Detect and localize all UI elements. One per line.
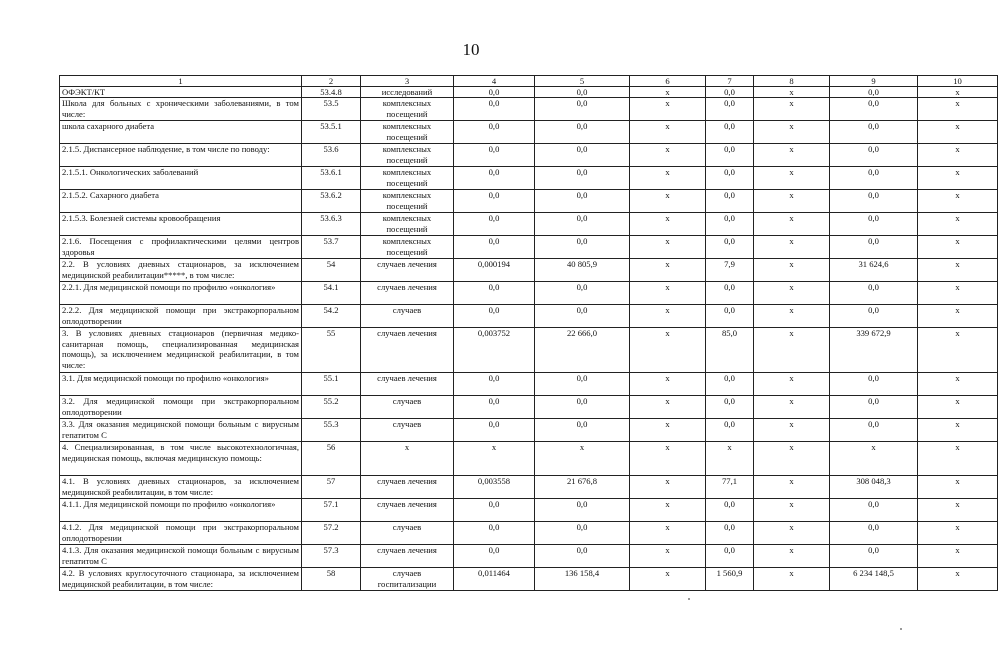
- value-cell: х: [754, 373, 830, 396]
- header-cell: 9: [830, 76, 918, 87]
- value-cell: 0,0: [830, 282, 918, 305]
- value-cell: х: [630, 545, 706, 568]
- value-cell: х: [918, 144, 998, 167]
- value-cell: 0,0: [706, 213, 754, 236]
- header-cell: 10: [918, 76, 998, 87]
- row-code-cell: 54.1: [302, 282, 361, 305]
- value-cell: х: [754, 236, 830, 259]
- row-code-cell: 53.5.1: [302, 121, 361, 144]
- indicator-name-cell: 2.2.1. Для медицинской помощи по профилю «онкология»: [60, 282, 302, 305]
- value-cell: 0,0: [535, 87, 630, 98]
- unit-cell: случаев госпитализации: [361, 568, 454, 591]
- header-cell: 6: [630, 76, 706, 87]
- row-code-cell: 56: [302, 442, 361, 476]
- value-cell: х: [630, 442, 706, 476]
- value-cell: х: [706, 442, 754, 476]
- indicator-name-cell: 2.1.5. Диспансерное наблюдение, в том числе по поводу:: [60, 144, 302, 167]
- row-code-cell: 54: [302, 259, 361, 282]
- value-cell: х: [754, 419, 830, 442]
- unit-cell: случаев: [361, 419, 454, 442]
- table-row: [60, 442, 998, 476]
- value-cell: 21 676,8: [535, 476, 630, 499]
- value-cell: х: [754, 87, 830, 98]
- value-cell: х: [535, 442, 630, 476]
- value-cell: 0,0: [454, 305, 535, 328]
- value-cell: 339 672,9: [830, 328, 918, 373]
- unit-cell: случаев лечения: [361, 545, 454, 568]
- value-cell: 31 624,6: [830, 259, 918, 282]
- indicator-name-cell: 3.2. Для медицинской помощи при экстракорпоральном оплодотворении: [60, 396, 302, 419]
- value-cell: 0,0: [830, 98, 918, 121]
- value-cell: х: [754, 305, 830, 328]
- value-cell: х: [754, 282, 830, 305]
- value-cell: 0,0: [535, 213, 630, 236]
- header-cell: 4: [454, 76, 535, 87]
- value-cell: х: [754, 98, 830, 121]
- value-cell: х: [754, 190, 830, 213]
- value-cell: х: [918, 476, 998, 499]
- page-number: 10: [462, 40, 480, 59]
- row-code-cell: 54.2: [302, 305, 361, 328]
- value-cell: 0,0: [830, 167, 918, 190]
- unit-cell: случаев лечения: [361, 282, 454, 305]
- value-cell: х: [630, 121, 706, 144]
- header-cell: 2: [302, 76, 361, 87]
- indicator-name-cell: 3. В условиях дневных стационаров (первичная медико-санитарная помощь, специализированная медицинская помощь), за исключением медицинской реабилитации, в том числе:: [60, 328, 302, 373]
- value-cell: 0,0: [706, 121, 754, 144]
- value-cell: 0,0: [535, 522, 630, 545]
- value-cell: х: [630, 373, 706, 396]
- value-cell: х: [754, 259, 830, 282]
- table-row: [60, 396, 998, 419]
- indicator-name-cell: 2.1.5.2. Сахарного диабета: [60, 190, 302, 213]
- value-cell: 0,0: [535, 144, 630, 167]
- value-cell: х: [754, 396, 830, 419]
- value-cell: х: [630, 499, 706, 522]
- indicator-name-cell: 3.1. Для медицинской помощи по профилю «онкология»: [60, 373, 302, 396]
- table-row: [60, 545, 998, 568]
- indicator-name-cell: 2.1.5.3. Болезней системы кровообращения: [60, 213, 302, 236]
- value-cell: 0,0: [706, 87, 754, 98]
- value-cell: 0,0: [706, 396, 754, 419]
- value-cell: 308 048,3: [830, 476, 918, 499]
- table-row: [60, 87, 998, 98]
- value-cell: х: [630, 328, 706, 373]
- indicator-name-cell: 2.1.6. Посещения с профилактическими целями центров здоровья: [60, 236, 302, 259]
- value-cell: 0,0: [454, 522, 535, 545]
- value-cell: х: [918, 305, 998, 328]
- value-cell: 0,0: [706, 499, 754, 522]
- value-cell: 0,0: [706, 305, 754, 328]
- indicator-name-cell: ОФЭКТ/КТ: [60, 87, 302, 98]
- value-cell: 0,0: [454, 190, 535, 213]
- row-code-cell: 55.1: [302, 373, 361, 396]
- data-table: [59, 75, 998, 591]
- value-cell: 77,1: [706, 476, 754, 499]
- indicator-name-cell: 2.1.5.1. Онкологических заболеваний: [60, 167, 302, 190]
- value-cell: 0,0: [535, 373, 630, 396]
- value-cell: 136 158,4: [535, 568, 630, 591]
- unit-cell: случаев лечения: [361, 373, 454, 396]
- unit-cell: случаев: [361, 396, 454, 419]
- unit-cell: комплексных посещений: [361, 213, 454, 236]
- unit-cell: случаев: [361, 522, 454, 545]
- value-cell: 0,0: [706, 144, 754, 167]
- value-cell: 0,0: [535, 190, 630, 213]
- value-cell: 0,0: [454, 396, 535, 419]
- indicator-name-cell: 2.2.2. Для медицинской помощи при экстракорпоральном оплодотворении: [60, 305, 302, 328]
- header-cell: 7: [706, 76, 754, 87]
- value-cell: х: [918, 87, 998, 98]
- indicator-name-cell: 4.1.2. Для медицинской помощи при экстракорпоральном оплодотворении: [60, 522, 302, 545]
- row-code-cell: 55: [302, 328, 361, 373]
- table-row: [60, 419, 998, 442]
- unit-cell: случаев лечения: [361, 499, 454, 522]
- value-cell: 0,0: [706, 373, 754, 396]
- row-code-cell: 53.6: [302, 144, 361, 167]
- value-cell: х: [918, 121, 998, 144]
- row-code-cell: 55.2: [302, 396, 361, 419]
- value-cell: 0,0: [454, 213, 535, 236]
- value-cell: 0,0: [830, 545, 918, 568]
- value-cell: 0,0: [830, 305, 918, 328]
- value-cell: 0,003752: [454, 328, 535, 373]
- indicator-name-cell: 3.3. Для оказания медицинской помощи больным с вирусным гепатитом С: [60, 419, 302, 442]
- value-cell: 0,0: [535, 545, 630, 568]
- value-cell: 0,0: [830, 213, 918, 236]
- value-cell: 0,0: [706, 522, 754, 545]
- value-cell: х: [918, 213, 998, 236]
- value-cell: х: [754, 167, 830, 190]
- value-cell: х: [918, 98, 998, 121]
- value-cell: 0,0: [706, 167, 754, 190]
- value-cell: 0,0: [830, 499, 918, 522]
- table-row: [60, 259, 998, 282]
- value-cell: х: [754, 144, 830, 167]
- value-cell: 0,0: [706, 98, 754, 121]
- unit-cell: случаев лечения: [361, 328, 454, 373]
- unit-cell: комплексных посещений: [361, 190, 454, 213]
- value-cell: 0,0: [535, 167, 630, 190]
- value-cell: х: [630, 167, 706, 190]
- value-cell: 0,0: [535, 396, 630, 419]
- value-cell: х: [918, 190, 998, 213]
- row-code-cell: 53.6.3: [302, 213, 361, 236]
- value-cell: х: [918, 328, 998, 373]
- table-row: [60, 213, 998, 236]
- table-row: [60, 522, 998, 545]
- value-cell: 0,0: [454, 282, 535, 305]
- value-cell: х: [630, 87, 706, 98]
- value-cell: 0,0: [454, 144, 535, 167]
- row-code-cell: 53.6.2: [302, 190, 361, 213]
- indicator-name-cell: 4.2. В условиях круглосуточного стационара, за исключением медицинской реабилитации, в том числе:: [60, 568, 302, 591]
- value-cell: х: [918, 499, 998, 522]
- value-cell: 0,003558: [454, 476, 535, 499]
- value-cell: х: [454, 442, 535, 476]
- table-row: [60, 190, 998, 213]
- value-cell: 0,0: [454, 98, 535, 121]
- value-cell: х: [754, 213, 830, 236]
- row-code-cell: 57: [302, 476, 361, 499]
- row-code-cell: 53.5: [302, 98, 361, 121]
- value-cell: х: [630, 282, 706, 305]
- value-cell: х: [630, 213, 706, 236]
- table-row: [60, 476, 998, 499]
- header-row: [60, 76, 998, 87]
- value-cell: х: [630, 259, 706, 282]
- header-cell: 3: [361, 76, 454, 87]
- row-code-cell: 53.4.8: [302, 87, 361, 98]
- value-cell: х: [630, 305, 706, 328]
- value-cell: 0,0: [535, 98, 630, 121]
- table-row: [60, 98, 998, 121]
- value-cell: х: [918, 167, 998, 190]
- value-cell: х: [754, 476, 830, 499]
- indicator-name-cell: 4. Специализированная, в том числе высокотехнологичная, медицинская помощь, включая медицинскую помощь:: [60, 442, 302, 476]
- value-cell: 0,0: [454, 236, 535, 259]
- indicator-name-cell: школа сахарного диабета: [60, 121, 302, 144]
- row-code-cell: 53.7: [302, 236, 361, 259]
- value-cell: 0,0: [830, 522, 918, 545]
- value-cell: 0,0: [535, 236, 630, 259]
- row-code-cell: 55.3: [302, 419, 361, 442]
- value-cell: х: [630, 190, 706, 213]
- value-cell: х: [630, 419, 706, 442]
- value-cell: 0,0: [706, 236, 754, 259]
- value-cell: х: [754, 499, 830, 522]
- value-cell: 85,0: [706, 328, 754, 373]
- value-cell: 0,0: [454, 167, 535, 190]
- value-cell: х: [918, 442, 998, 476]
- value-cell: х: [630, 396, 706, 419]
- value-cell: х: [918, 568, 998, 591]
- table-row: [60, 305, 998, 328]
- table-row: [60, 568, 998, 591]
- header-cell: 8: [754, 76, 830, 87]
- value-cell: 0,0: [454, 419, 535, 442]
- value-cell: х: [918, 373, 998, 396]
- indicator-name-cell: 4.1.3. Для оказания медицинской помощи больным с вирусным гепатитом С: [60, 545, 302, 568]
- value-cell: 0,0: [706, 190, 754, 213]
- header-cell: 1: [60, 76, 302, 87]
- value-cell: 0,0: [830, 419, 918, 442]
- indicator-name-cell: 4.1. В условиях дневных стационаров, за исключением медицинской реабилитации, в том числе:: [60, 476, 302, 499]
- value-cell: 0,011464: [454, 568, 535, 591]
- value-cell: 0,0: [454, 87, 535, 98]
- value-cell: х: [918, 259, 998, 282]
- indicator-name-cell: 4.1.1. Для медицинской помощи по профилю «онкология»: [60, 499, 302, 522]
- unit-cell: случаев лечения: [361, 259, 454, 282]
- value-cell: х: [754, 545, 830, 568]
- value-cell: 7,9: [706, 259, 754, 282]
- table-row: [60, 167, 998, 190]
- value-cell: 1 560,9: [706, 568, 754, 591]
- table-row: [60, 144, 998, 167]
- value-cell: х: [830, 442, 918, 476]
- row-code-cell: 57.2: [302, 522, 361, 545]
- unit-cell: х: [361, 442, 454, 476]
- value-cell: х: [754, 121, 830, 144]
- value-cell: х: [918, 282, 998, 305]
- value-cell: 0,0: [706, 419, 754, 442]
- value-cell: х: [918, 419, 998, 442]
- header-cell: 5: [535, 76, 630, 87]
- value-cell: х: [630, 98, 706, 121]
- value-cell: 0,0: [454, 373, 535, 396]
- value-cell: 0,0: [454, 121, 535, 144]
- value-cell: 0,0: [535, 499, 630, 522]
- value-cell: 0,0: [535, 305, 630, 328]
- value-cell: 0,0: [830, 396, 918, 419]
- unit-cell: случаев: [361, 305, 454, 328]
- value-cell: х: [630, 144, 706, 167]
- unit-cell: комплексных посещений: [361, 121, 454, 144]
- table-body: [60, 76, 998, 591]
- unit-cell: комплексных посещений: [361, 167, 454, 190]
- data-table-container: [59, 75, 962, 591]
- row-code-cell: 53.6.1: [302, 167, 361, 190]
- table-row: [60, 282, 998, 305]
- value-cell: 0,0: [830, 190, 918, 213]
- indicator-name-cell: Школа для больных с хроническими заболеваниями, в том числе:: [60, 98, 302, 121]
- value-cell: х: [918, 545, 998, 568]
- value-cell: 0,0: [830, 144, 918, 167]
- unit-cell: исследований: [361, 87, 454, 98]
- value-cell: х: [754, 568, 830, 591]
- value-cell: х: [630, 522, 706, 545]
- table-row: [60, 121, 998, 144]
- value-cell: 0,0: [706, 282, 754, 305]
- value-cell: 6 234 148,5: [830, 568, 918, 591]
- value-cell: х: [754, 442, 830, 476]
- scan-speck: [688, 598, 690, 600]
- value-cell: 0,0: [830, 87, 918, 98]
- table-row: [60, 236, 998, 259]
- value-cell: 0,0: [535, 121, 630, 144]
- table-row: [60, 373, 998, 396]
- table-row: [60, 499, 998, 522]
- row-code-cell: 58: [302, 568, 361, 591]
- value-cell: х: [918, 236, 998, 259]
- row-code-cell: 57.1: [302, 499, 361, 522]
- value-cell: х: [918, 522, 998, 545]
- value-cell: 0,0: [830, 373, 918, 396]
- value-cell: х: [754, 522, 830, 545]
- value-cell: 0,000194: [454, 259, 535, 282]
- value-cell: 0,0: [454, 545, 535, 568]
- scan-speck: [900, 628, 902, 630]
- value-cell: 0,0: [535, 282, 630, 305]
- unit-cell: случаев лечения: [361, 476, 454, 499]
- row-code-cell: 57.3: [302, 545, 361, 568]
- value-cell: х: [918, 396, 998, 419]
- indicator-name-cell: 2.2. В условиях дневных стационаров, за исключением медицинской реабилитации*****, в том числе:: [60, 259, 302, 282]
- value-cell: 0,0: [830, 236, 918, 259]
- value-cell: 0,0: [535, 419, 630, 442]
- value-cell: х: [630, 476, 706, 499]
- unit-cell: комплексных посещений: [361, 236, 454, 259]
- table-row: [60, 328, 998, 373]
- value-cell: 0,0: [830, 121, 918, 144]
- value-cell: 40 805,9: [535, 259, 630, 282]
- unit-cell: комплексных посещений: [361, 144, 454, 167]
- unit-cell: комплексных посещений: [361, 98, 454, 121]
- value-cell: х: [630, 236, 706, 259]
- value-cell: 0,0: [454, 499, 535, 522]
- value-cell: х: [754, 328, 830, 373]
- value-cell: х: [630, 568, 706, 591]
- value-cell: 22 666,0: [535, 328, 630, 373]
- value-cell: 0,0: [706, 545, 754, 568]
